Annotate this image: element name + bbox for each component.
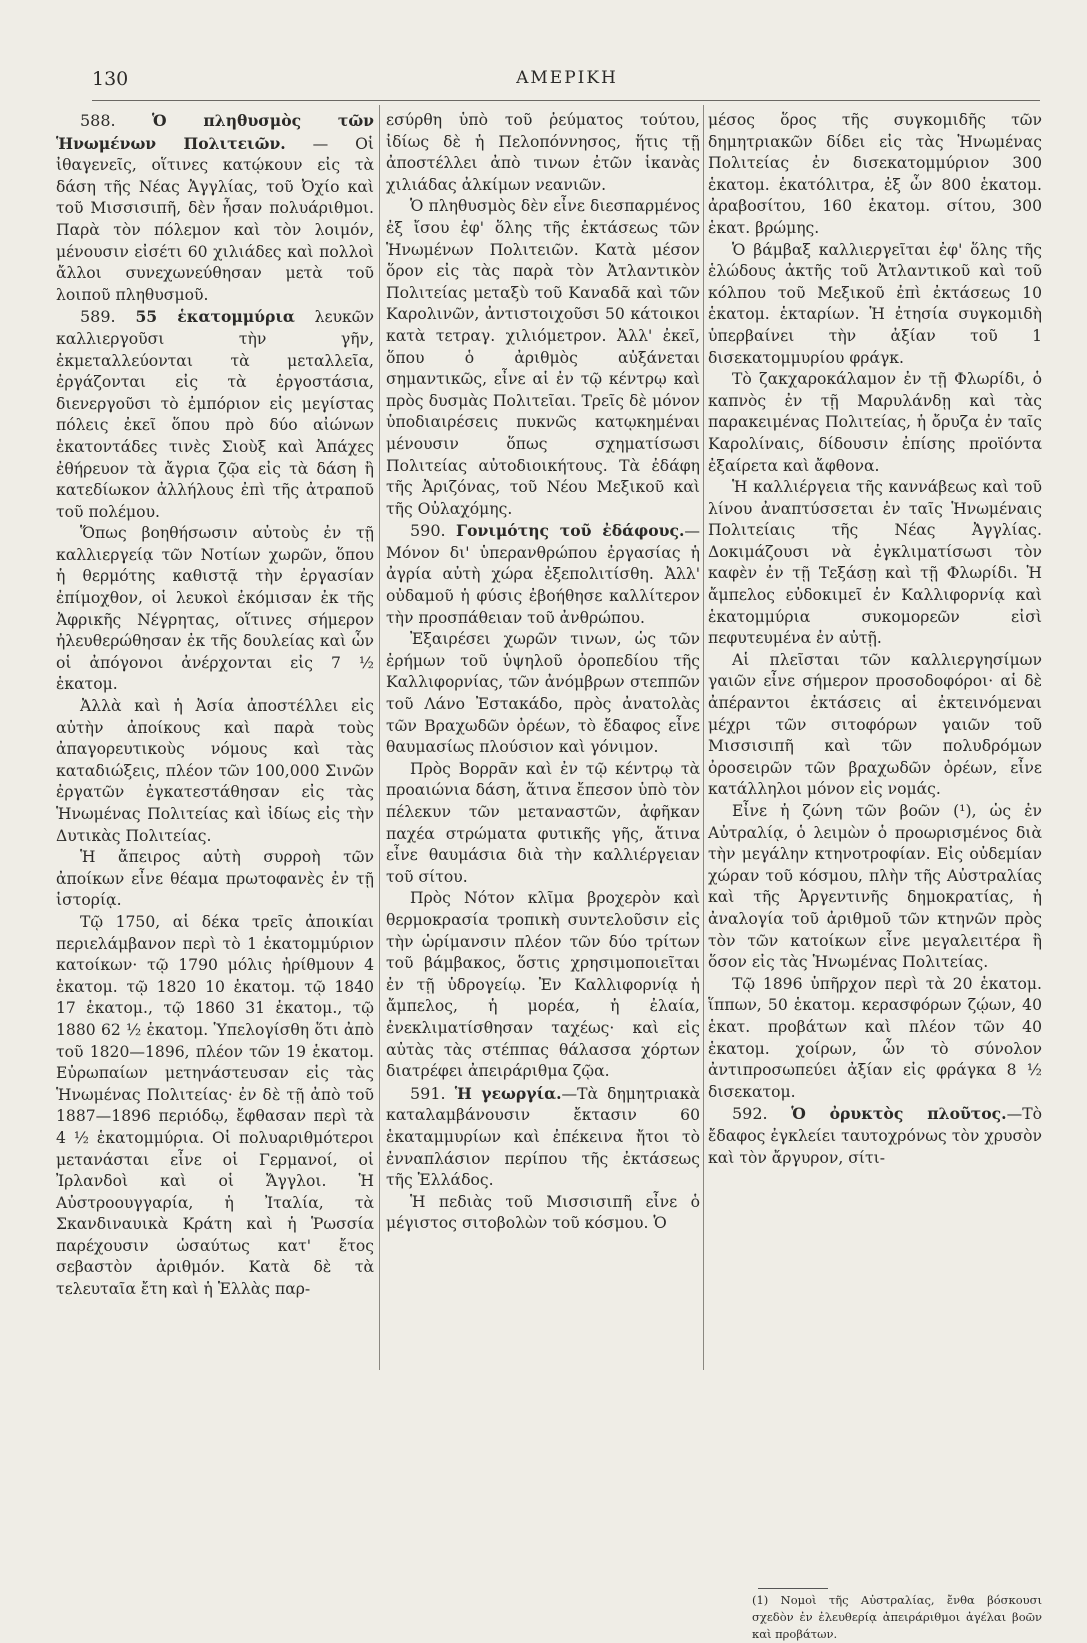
column-divider xyxy=(703,105,704,1370)
section-heading: Γονιμότης τοῦ ἐδάφους. xyxy=(456,521,685,541)
paragraph-text: —Τὸ ἔδαφος ἐγκλείει ταυτοχρόνως τὸν χρυσὸν καὶ τὸν ἄργυρον, σίτι- xyxy=(708,1105,1042,1167)
paragraph-text: λευκῶν καλλιεργοῦσι τὴν γῆν, ἐκμεταλλεύονται τὰ μεταλλεῖα, ἐργάζονται εἰς τὰ ἐργοστάσια, διενεργοῦσι τὸ ἐμπόριον εἰς μεγίστας πόλεις ἐκεῖ ὅπου πρὸ δύο αἰώνων ἑκατοντάδες τινὲς Σιοὺξ καὶ Ἀπάχες ἐθήρευον τὰ ἄγρια ζῷα εἰς τὰ δάση ἢ κατεδίωκον ἀλλήλους ἐπὶ τῆς ἀτραποῦ τοῦ πολέμου. xyxy=(56,308,374,521)
paragraph-text: εσύρθη ὑπὸ τοῦ ῥεύματος τούτου, ἰδίως δὲ ἡ Πελοπόννησος, ἥτις τῇ ἀποστέλλει ἀπὸ τινων ἐτῶν ἱκανὰς χιλιάδας ἀλκίμων νεανιῶν. xyxy=(386,111,700,194)
section-heading: 55 ἑκατομμύρια xyxy=(135,307,295,327)
paragraph xyxy=(386,1083,700,1192)
paragraph-text: —Τὰ δημητριακὰ καταλαμβάνουσιν ἔκτασιν 60 ἑκαταμμυρίων καὶ ἐπέκεινα ἤτοι τὸ ἐνναπλάσιον περίπου τῆς ἐκτάσεως τῆς Ἑλλάδος. xyxy=(386,1084,700,1190)
paragraph xyxy=(56,523,374,696)
paragraph xyxy=(56,696,374,847)
page-number: 130 xyxy=(92,68,129,90)
paragraph xyxy=(708,801,1042,974)
paragraph-text: — Οἱ ἰθαγενεῖς, οἵτινες κατῴκουν εἰς τὰ δάση τῆς Νέας Ἀγγλίας, τοῦ Ὀχίο καὶ τοῦ Μισσισιπῆ, δὲν ἦσαν πολυάριθμοι. Παρὰ τὸν πόλεμον καὶ τὸν λοιμόν, μένουσιν εἰσέτι 60 χιλιάδες καὶ πολλοὶ ἄλλοι συνεχωνεύθησαν μετὰ τοῦ λοιποῦ πληθυσμοῦ. xyxy=(56,134,374,304)
header-rule xyxy=(92,100,1040,101)
paragraph-text: Ἀλλὰ καὶ ἡ Ἀσία ἀποστέλλει εἰς αὐτὴν ἀποίκους καὶ παρὰ τοὺς ἀπαγορευτικοὺς νόμους καὶ τὰς καταδιώξεις, πλέον τῶν 100,000 Σινῶν ἐργατῶν ἐγκατεστάθησαν εἰς τὰς Ἡνωμένας Πολιτείας καὶ ἰδίως εἰς τὴν Δυτικὰς Πολιτείας. xyxy=(56,697,374,845)
paragraph-text: —Μόνον δι' ὑπερανθρώπου ἐργασίας ἡ ἀγρία αὐτὴ χώρα ἐξεπολιτίσθη. Ἀλλ' οὐδαμοῦ ἡ φύσις ἐβοήθησε καλλίτερον τὴν προσπάθειαν τοῦ ἀνθρώπου. xyxy=(386,522,700,627)
text-column-1 xyxy=(56,110,374,1301)
paragraph xyxy=(386,629,700,759)
paragraph xyxy=(56,847,374,912)
paragraph xyxy=(386,110,700,196)
paragraph-text: Ἐξαιρέσει χωρῶν τινων, ὡς τῶν ἐρήμων τοῦ ὑψηλοῦ ὀροπεδίου τῆς Καλλιφορνίας, τῶν ἀνόμβρων στεππῶν τοῦ Λάνο Ἐστακάδο, πρὸς ἀνατολὰς τῶν Βραχωδῶν ὀρέων, τὸ ἔδαφος εἶνε θαυμασίως πλούσιον καὶ γόνιμον. xyxy=(386,630,700,757)
paragraph xyxy=(708,110,1042,240)
section-number: 588. xyxy=(80,111,153,130)
section-heading: Ὁ ὀρυκτὸς πλοῦτος. xyxy=(791,1104,1007,1124)
paragraph xyxy=(386,759,700,889)
paragraph-text: Τὸ ζακχαροκάλαμον ἐν τῇ Φλωρίδι, ὁ καπνὸς ἐν τῇ Μαρυλάνδῃ καὶ τὰς παρακειμένας Πολιτείας, ἡ ὄρυζα ἐν ταῖς Καρολίναις, δίδουσιν ἐπίσης προϊόντα ἐξαίρετα καὶ ἄφθονα. xyxy=(708,370,1042,475)
paragraph-text: Ὁ πληθυσμὸς δὲν εἶνε διεσπαρμένος ἐξ ἴσου ἐφ' ὅλης τῆς ἐκτάσεως τῶν Ἡνωμένων Πολιτειῶν. Κατὰ μέσον ὅρον εἰς τὰς παρὰ τὸν Ἀτλαντικὸν Πολιτείας μεταξὺ τοῦ Καναδᾶ καὶ τῶν Καρολινῶν, ἀντιστοιχοῦσι 50 κάτοικοι κατὰ τετραγ. χιλιόμετρον. Ἀλλ' ἐκεῖ, ὅπου ὁ ἀριθμὸς αὐξάνεται σημαντικῶς, εἶνε αἱ ἐν τῷ κέντρῳ καὶ πρὸς δυσμὰς Πολιτεῖαι. Τρεῖς δὲ μόνον ὑποδιαιρέσεις πυκνῶς κατῳκημέναι μένουσιν ὅπως σχηματίσωσι Πολιτείας αὐτοδιοικήτους. Τὰ ἐδάφη τῆς Ἀριζόνας, τοῦ Νέου Μεξικοῦ καὶ τῆς Οὐλαχόμης. xyxy=(386,197,700,518)
paragraph-text: Τῷ 1896 ὑπῆρχον περὶ τὰ 20 ἑκατομ. ἵππων, 50 ἑκατομ. κερασφόρων ζῴων, 40 ἑκατ. προβάτων καὶ πλέον τῶν 40 ἑκατομ. χοίρων, ὧν τὸ σύνολον ἀντιπροσωπεύει ἀξίαν εἰς φράγκα 8 ½ δισεκατομ. xyxy=(708,974,1042,1101)
paragraph xyxy=(56,306,374,523)
paragraph xyxy=(708,477,1042,650)
running-head: ΑΜΕΡΙΚΗ xyxy=(516,68,618,88)
text-column-2 xyxy=(386,110,700,1235)
footnote: (1) Νομοὶ τῆς Αὐστραλίας, ἔνθα βόσκουσι σχεδὸν ἐν ἐλευθερίᾳ ἀπειράριθμοι ἀγέλαι βοῶν καὶ προβάτων. xyxy=(752,1593,1042,1641)
section-number: 591. xyxy=(410,1083,455,1103)
paragraph-text: Ὅπως βοηθήσωσιν αὐτοὺς ἐν τῇ καλλιεργείᾳ τῶν Νοτίων χωρῶν, ὅπου ἡ θερμότης καθιστᾷ τὴν ἐργασίαν ἐπίμοχθον, οἱ λευκοὶ ἐκόμισαν ἐκ τῆς Ἀφρικῆς Νέγρητας, οἵτινες σήμερον ἠλευθερώθησαν ἐκ τῆς δουλείας καὶ ὧν οἱ ἀπόγονοι ἀνέρχονται εἰς 7 ½ ἑκατομ. xyxy=(56,524,374,694)
section-heading: Ὁ πληθυσμὸς τῶν Ἡνωμένων Πολιτειῶν. xyxy=(56,111,374,153)
paragraph xyxy=(708,369,1042,477)
page-header xyxy=(92,64,1042,94)
paragraph-text: Ἡ καλλιέργεια τῆς καννάβεως καὶ τοῦ λίνου ἀναπτύσσεται ἐν ταῖς Ἡνωμέναις Πολιτείαις τῆς Νέας Ἀγγλίας. Δοκιμάζουσι νὰ ἐγκλιματίσωσι τὸν καφὲν ἐν τῇ Τεξάσῃ καὶ τῇ Φλωρίδι. Ἡ ἄμπελος εὐδοκιμεῖ ἐν Καλλιφορνίᾳ καὶ ἑκατομμύρια συκομορεῶν εἰσὶ πεφυτευμένα ἐν αὐτῇ. xyxy=(708,478,1042,648)
paragraph-text: Ἡ ἄπειρος αὐτὴ συρροὴ τῶν ἀποίκων εἶνε θέαμα πρωτοφανὲς ἐν τῇ ἱστορίᾳ. xyxy=(56,848,374,910)
paragraph-text: μέσος ὅρος τῆς συγκομιδῆς τῶν δημητριακῶν δίδει εἰς τὰς Ἡνωμένας Πολιτείας ἐν δισεκατομμύριον 300 ἑκατομ. ἑκατόλιτρα, ἐξ ὧν 800 ἑκατομ. ἀραβοσίτου, 160 ἑκατομ. σίτου, 300 ἑκατ. βρώμης. xyxy=(708,111,1042,237)
paragraph xyxy=(708,240,1042,370)
paragraph xyxy=(386,520,700,629)
paragraph xyxy=(386,196,700,520)
paragraph xyxy=(708,650,1042,801)
paragraph-text: Εἶνε ἡ ζώνη τῶν βοῶν (¹), ὡς ἐν Αὐτραλίᾳ, ὁ λειμὼν ὁ προωρισμένος διὰ τὴν μεγάλην κτηνοτροφίαν. Εἰς οὐδεμίαν χώραν τοῦ κόσμου, πλὴν τῆς Αὐστραλίας καὶ τῆς Ἀργεντινῆς δημοκρατίας, ἡ ἀναλογία τοῦ ἀριθμοῦ τῶν κτηνῶν πρὸς τὸν τῶν κατοίκων εἶνε μεγαλειτέρα ἢ ὅσον εἰς τὰς Ἡνωμένας Πολιτείας. xyxy=(708,802,1042,972)
section-heading: Ἡ γεωργία. xyxy=(454,1083,562,1103)
paragraph xyxy=(708,1103,1042,1169)
paragraph xyxy=(56,912,374,1301)
paragraph-text: Αἱ πλεῖσται τῶν καλλιεργησίμων γαιῶν εἶνε σήμερον προσοδοφόροι· αἱ δὲ ἀπέραντοι ἐκτάσεις αἱ ἐκτεινόμεναι μέχρι τῶν σιτοφόρων γαιῶν τοῦ Μισσισιπῆ καὶ τῶν πολυδρόμων ὀροσειρῶν τῶν βραχωδῶν ὀρέων, εἶνε κατάλληλοι μόνον εἰς νομάς. xyxy=(708,650,1042,799)
paragraph xyxy=(386,888,700,1082)
paragraph xyxy=(56,110,374,306)
paragraph-text: Πρὸς Βορρᾶν καὶ ἐν τῷ κέντρῳ τὰ προαιώνια δάση, ἅτινα ἔπεσον ὑπὸ τὸν πέλεκυν τῶν μεταναστῶν, ἀφῆκαν παχέα στρώματα φυτικῆς γῆς, ἅτινα εἶνε θαυμάσια διὰ τὴν καλλιέργειαν τοῦ σίτου. xyxy=(386,759,700,886)
column-divider xyxy=(379,105,380,1370)
paragraph-text: Τῷ 1750, αἱ δέκα τρεῖς ἀποικίαι περιελάμβανον περὶ τὸ 1 ἑκατομμύριον κατοίκων· τῷ 1790 μόλις ἠρίθμουν 4 ἑκατομ. τῷ 1820 10 ἑκατομ. τῷ 1840 17 ἑκατομ., τῷ 1860 31 ἑκατομ., τῷ 1880 62 ½ ἑκατομ. Ὑπελογίσθη ὅτι ἀπὸ τοῦ 1820—1896, πλέον τῶν 19 ἑκατομ. Εὐρωπαίων μετηνάστευσαν εἰς τὰς Ἡνωμένας Πολιτείας· ἐν δὲ τῇ ἀπὸ τοῦ 1887—1896 περιόδῳ, ἔφθασαν περὶ τὰ 4 ½ ἑκατομμύρια. Οἱ πολυαριθμότεροι μετανάσται εἶνε οἱ Γερμανοί, οἱ Ἰρλανδοὶ καὶ οἱ Ἄγγλοι. Ἡ Αὐστροουγγαρία, ἡ Ἰταλία, τὰ Σκανδιναυικὰ Κράτη καὶ ἡ Ῥωσσία παρέχουσιν ὡσαύτως κατ' ἔτος σεβαστὸν ἀριθμόν. Κατὰ δὲ τὰ τελευταῖα ἔτη καὶ ἡ Ἑλλὰς παρ- xyxy=(56,912,374,1299)
footnote-rule xyxy=(758,1588,828,1589)
section-number: 589. xyxy=(80,307,136,327)
section-number: 590. xyxy=(410,521,457,541)
paragraph xyxy=(708,974,1042,1104)
paragraph-text: Ὁ βάμβαξ καλλιεργεῖται ἐφ' ὅλης τῆς ἑλώδους ἀκτῆς τοῦ Ἀτλαντικοῦ καὶ τοῦ κόλπου τοῦ Μεξικοῦ ἐπὶ ἐκτάσεως 10 ἑκατομ. ἑκταρίων. Ἡ ἐτησία συγκομιδὴ ὑπερβαίνει τὴν ἀξίαν τοῦ 1 δισεκατομμυρίου φράγκ. xyxy=(708,240,1042,367)
section-number: 592. xyxy=(732,1104,792,1124)
text-column-3 xyxy=(708,110,1042,1169)
paragraph-text: Ἡ πεδιὰς τοῦ Μισσισιπῆ εἶνε ὁ μέγιστος σιτοβολὼν τοῦ κόσμου. Ὁ xyxy=(386,1192,700,1233)
paragraph xyxy=(386,1192,700,1235)
paragraph-text: Πρὸς Νότον κλῖμα βροχερὸν καὶ θερμοκρασία τροπικὴ συντελοῦσιν εἰς τὴν ὡρίμανσιν πλέον τῶν δύο τρίτων τοῦ βάμβακος, ὅστις χρησιμοποιεῖται ἐν τῇ ὑδρογείῳ. Ἐν Καλλιφορνίᾳ ἡ ἄμπελος, ἡ μορέα, ἡ ἐλαία, ἐνεκλιματίσθησαν ταχέως· καὶ εἰς αὐτὰς τὰς στέππας θάλασσα χόρτων διατρέφει ἀπειράριθμα ζῷα. xyxy=(386,889,700,1081)
